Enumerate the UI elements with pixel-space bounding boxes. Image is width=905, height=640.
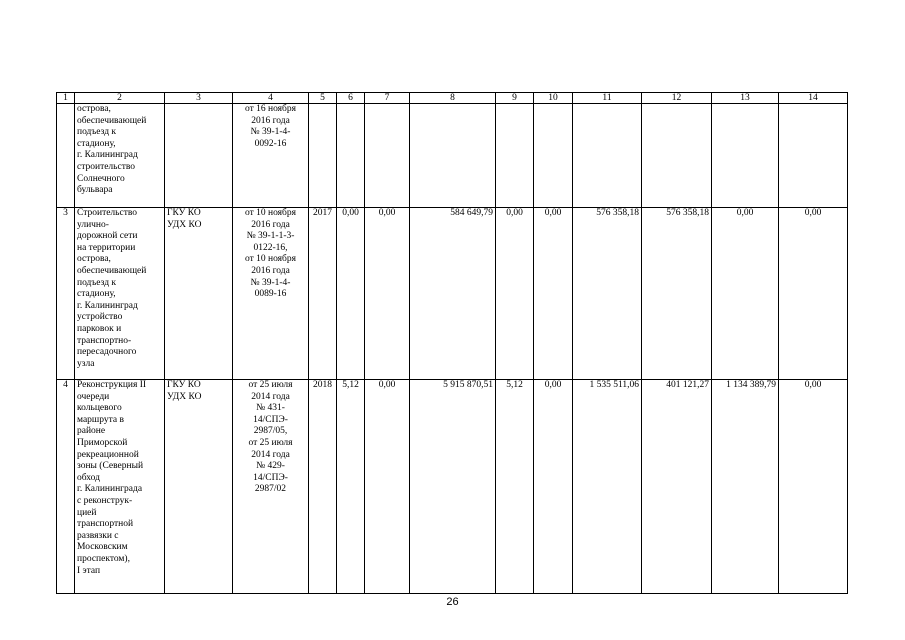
document-line: 0089-16 bbox=[254, 289, 287, 300]
object-name-line: подъезд к bbox=[77, 277, 117, 288]
value-cell: 401 121,27 bbox=[642, 380, 712, 594]
value-cell: 576 358,18 bbox=[642, 208, 712, 380]
object-name-line: бульвара bbox=[77, 185, 113, 196]
data-table bbox=[56, 92, 848, 594]
value-cell: 5 915 870,51 bbox=[410, 380, 496, 594]
object-name-line: Приморской bbox=[77, 437, 128, 448]
value-cell: 1 134 389,79 bbox=[712, 380, 779, 594]
document-line: 2987/02 bbox=[254, 484, 287, 495]
object-name-line: Солнечного bbox=[77, 173, 125, 184]
object-name-line: стадиону, bbox=[77, 289, 116, 300]
column-number: 4 bbox=[233, 93, 309, 104]
object-name-line: маршрута в bbox=[77, 414, 124, 425]
value-cell: 0,00 bbox=[496, 208, 534, 380]
organization bbox=[165, 380, 233, 594]
value-cell: 0,00 bbox=[779, 380, 848, 594]
value-cell: 0,00 bbox=[365, 208, 410, 380]
value-cell bbox=[573, 104, 642, 208]
value-cell: 0,00 bbox=[534, 208, 573, 380]
value-cell bbox=[534, 104, 573, 208]
object-name-line: г. Калининград bbox=[77, 150, 138, 161]
object-name-line: Московским bbox=[77, 542, 128, 553]
document-line: 2016 года bbox=[251, 219, 290, 230]
object-name-line: транспортной bbox=[77, 519, 134, 530]
column-number: 12 bbox=[642, 93, 712, 104]
row-number: 3 bbox=[57, 208, 75, 380]
object-name-line: г. Калининграда bbox=[77, 484, 143, 495]
document-line: 0092-16 bbox=[254, 138, 287, 149]
column-number: 6 bbox=[337, 93, 365, 104]
column-number: 11 bbox=[573, 93, 642, 104]
document-line: от 10 ноября bbox=[244, 254, 296, 265]
column-number: 13 bbox=[712, 93, 779, 104]
value-cell: 0,00 bbox=[337, 208, 365, 380]
object-name-line: подъезд к bbox=[77, 127, 117, 138]
value-cell: 1 535 511,06 bbox=[573, 380, 642, 594]
value-cell bbox=[365, 104, 410, 208]
object-name-line: цией bbox=[77, 507, 97, 518]
object-name-line: рекреационной bbox=[77, 449, 139, 460]
row-number: 4 bbox=[57, 380, 75, 594]
table-row bbox=[57, 104, 848, 208]
object-name-line: Реконструкция II bbox=[77, 380, 147, 390]
column-number: 3 bbox=[165, 93, 233, 104]
object-name-line: Строительство bbox=[77, 208, 138, 218]
object-name bbox=[75, 380, 165, 594]
object-name-line: узла bbox=[77, 358, 95, 369]
document-line: от 25 июля bbox=[248, 437, 293, 448]
object-name-line: устройство bbox=[77, 312, 123, 323]
document-line: 2987/05, bbox=[253, 426, 288, 437]
column-number: 1 bbox=[57, 93, 75, 104]
document-line: от 25 июля bbox=[248, 380, 293, 390]
object-name-line: стадиону, bbox=[77, 138, 116, 149]
value-cell: 0,00 bbox=[534, 380, 573, 594]
document-line: 2014 года bbox=[251, 391, 290, 402]
document-line: 2016 года bbox=[251, 265, 290, 276]
document-line: 14/СПЭ- bbox=[253, 472, 288, 483]
object-name-line: зоны (Северный bbox=[77, 461, 144, 472]
table-row bbox=[57, 380, 848, 594]
object-name-line: на территории bbox=[77, 242, 136, 253]
value-cell: 5,12 bbox=[337, 380, 365, 594]
year-cell: 2017 bbox=[309, 208, 337, 380]
approval-document bbox=[233, 208, 309, 380]
document-line: № 39-1-1-3- bbox=[246, 231, 295, 242]
column-number: 10 bbox=[534, 93, 573, 104]
object-name-line: проспектом), bbox=[77, 553, 130, 564]
column-number: 14 bbox=[779, 93, 848, 104]
value-cell bbox=[337, 104, 365, 208]
row-number bbox=[57, 104, 75, 208]
value-cell bbox=[642, 104, 712, 208]
object-name-line: транспортно- bbox=[77, 335, 132, 346]
column-number-row bbox=[57, 93, 848, 104]
object-name-line: кольцевого bbox=[77, 403, 122, 414]
value-cell: 5,12 bbox=[496, 380, 534, 594]
column-number: 7 bbox=[365, 93, 410, 104]
organization-line: УДХ КО bbox=[167, 219, 202, 230]
column-number: 9 bbox=[496, 93, 534, 104]
object-name-line: развязки с bbox=[77, 530, 119, 541]
object-name-line: районе bbox=[77, 426, 106, 437]
organization bbox=[165, 104, 233, 208]
object-name-line: с реконструк- bbox=[77, 495, 133, 506]
organization bbox=[165, 208, 233, 380]
object-name-line: очереди bbox=[77, 391, 110, 402]
column-number: 5 bbox=[309, 93, 337, 104]
document-line: от 16 ноября bbox=[244, 104, 296, 114]
value-cell: 576 358,18 bbox=[573, 208, 642, 380]
organization-line: УДХ КО bbox=[167, 391, 202, 402]
object-name-line: обход bbox=[77, 472, 100, 483]
document-line: от 10 ноября bbox=[244, 208, 296, 218]
document-line: № 39-1-4- bbox=[250, 127, 291, 138]
object-name bbox=[75, 104, 165, 208]
document-line: № 429- bbox=[256, 461, 285, 472]
value-cell: 0,00 bbox=[779, 208, 848, 380]
document-line: 0122-16, bbox=[253, 242, 288, 253]
object-name-line: острова, bbox=[77, 254, 111, 265]
document-line: № 39-1-4- bbox=[250, 277, 291, 288]
value-cell bbox=[712, 104, 779, 208]
approval-document bbox=[233, 104, 309, 208]
document-line: 2014 года bbox=[251, 449, 290, 460]
object-name-line: строительство bbox=[77, 161, 136, 172]
object-name-line: улично- bbox=[77, 219, 109, 230]
column-number: 2 bbox=[75, 93, 165, 104]
document-line: 2016 года bbox=[251, 115, 290, 126]
page-number: 26 bbox=[446, 596, 459, 608]
document-line: 14/СПЭ- bbox=[253, 414, 288, 425]
object-name-line: парковок и bbox=[77, 323, 122, 334]
object-name-line: I этап bbox=[77, 565, 101, 576]
value-cell bbox=[496, 104, 534, 208]
organization-line: ГКУ КО bbox=[167, 380, 201, 390]
organization-line: ГКУ КО bbox=[167, 208, 201, 218]
value-cell: 0,00 bbox=[365, 380, 410, 594]
value-cell bbox=[410, 104, 496, 208]
approval-document bbox=[233, 380, 309, 594]
column-number: 8 bbox=[410, 93, 496, 104]
document-line: № 431- bbox=[256, 403, 285, 414]
object-name-line: обеспечивающей bbox=[77, 265, 147, 276]
object-name-line: острова, bbox=[77, 104, 111, 114]
object-name-line: пересадочного bbox=[77, 347, 137, 358]
value-cell: 0,00 bbox=[712, 208, 779, 380]
value-cell: 584 649,79 bbox=[410, 208, 496, 380]
table-row bbox=[57, 208, 848, 380]
year-cell bbox=[309, 104, 337, 208]
value-cell bbox=[779, 104, 848, 208]
object-name-line: г. Калининград bbox=[77, 300, 138, 311]
object-name bbox=[75, 208, 165, 380]
object-name-line: обеспечивающей bbox=[77, 115, 147, 126]
year-cell: 2018 bbox=[309, 380, 337, 594]
object-name-line: дорожной сети bbox=[77, 231, 138, 242]
